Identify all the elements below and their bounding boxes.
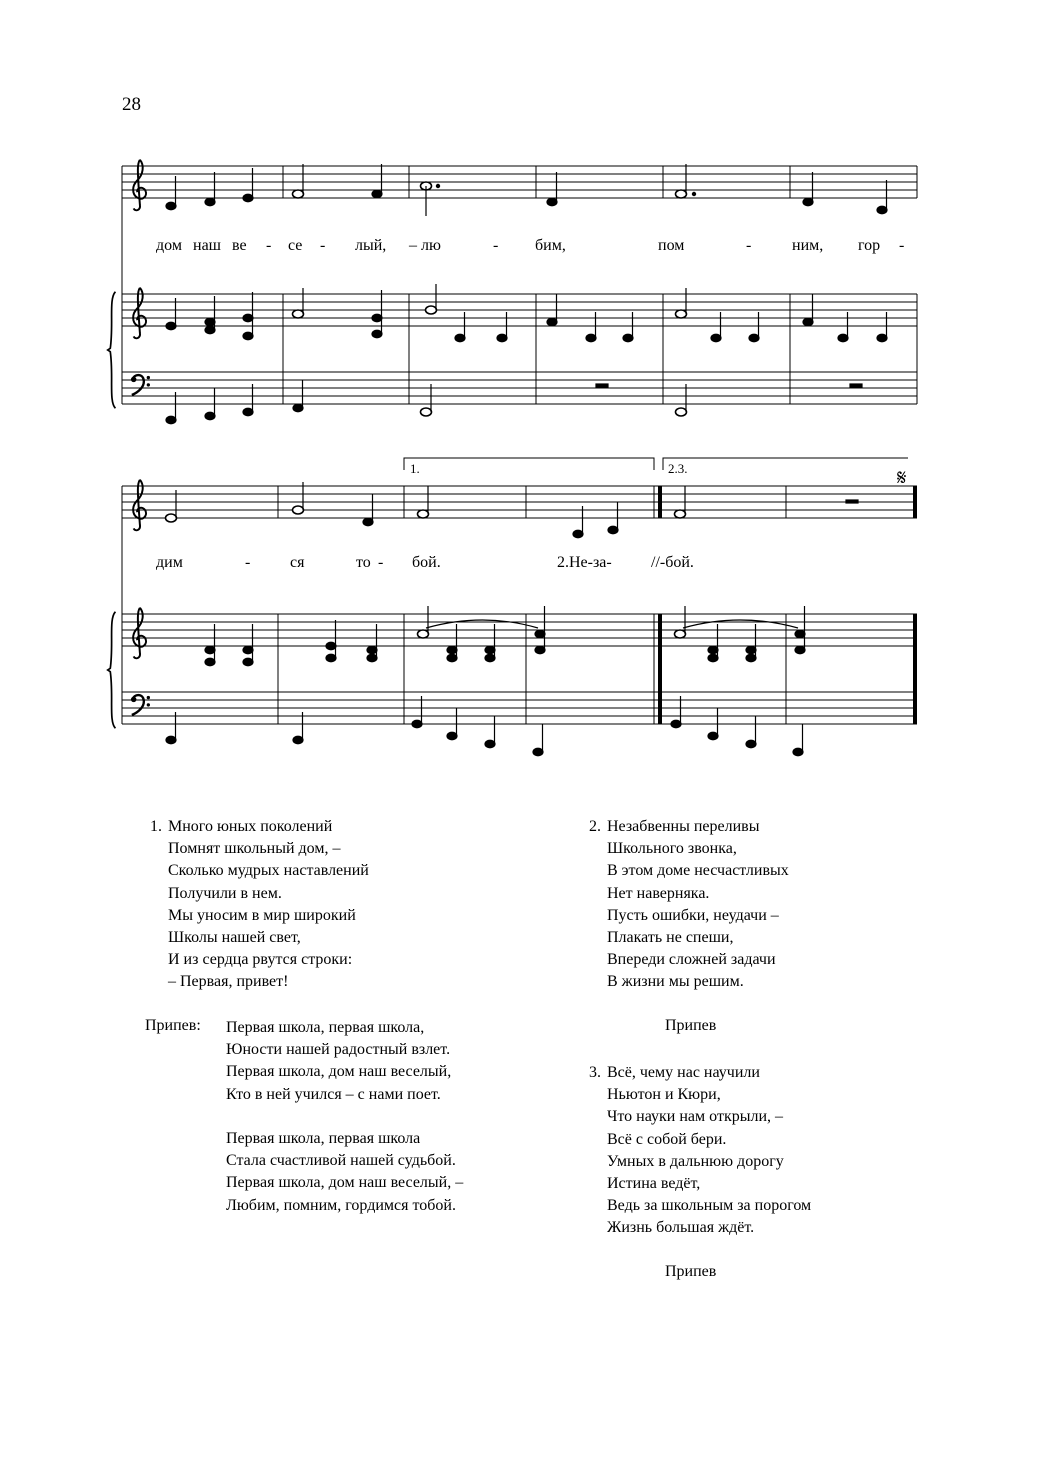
verse-2 [589,816,789,994]
piano-notes-2 [205,606,805,666]
lyric-syllable: - [378,554,384,571]
lyric-syllable: гор [858,237,881,254]
verse-line: Ведь за школьным за порогом [607,1197,812,1215]
verse-line: Получили в нем. [168,884,282,902]
verse-number: 1. [150,818,162,835]
verse-line: Плакать не спеши, [607,929,734,947]
verse-line: Всё, чему нас научили [607,1064,760,1081]
lyric-syllable: //-бой. [651,554,694,571]
verse-line: Истина ведёт, [607,1175,701,1193]
treble-clef-icon [133,288,146,338]
piano-treble-staff-1 [122,294,917,326]
verse-line: – Первая, привет! [168,973,289,991]
system-1 [108,160,917,424]
lyric-syllable: пом [658,237,685,254]
lyric-syllable: то [356,554,371,571]
verse-line: Жизнь большая ждёт. [607,1219,755,1237]
lyric-syllable: - [899,237,905,254]
piano-bass-staff-1 [122,372,917,404]
verse-line: Пусть ошибки, неудачи – [607,906,779,924]
verse-line: Сколько мудрых наставлений [168,862,369,880]
vocal-staff-1 [122,166,917,198]
verse-line: Умных в дальнюю дорогу [607,1152,784,1170]
verse-line: Школьного звонка, [607,840,737,858]
refrain-label: Припев: [145,1017,201,1034]
refrain-line: Стала счастливой нашей судьбой. [226,1152,456,1170]
volta-1-label: 1. [410,461,420,476]
lyric-syllable: бим, [535,237,566,254]
system-2 [108,458,917,756]
refrain-stanza-1 [226,1017,451,1106]
lyrics-system-1 [156,237,904,254]
lyrics-system-2 [156,554,694,571]
lyric-syllable: ся [290,554,305,571]
lyric-syllable: - [320,237,326,254]
bass-clef-icon [131,695,150,715]
volta-2-label: 2.3. [668,461,688,476]
refrain-stanza-2 [226,1128,463,1217]
verse-line: Много юных поколений [168,818,333,835]
verse-number: 3. [589,1064,601,1081]
refrain-reference: Припев [665,1263,717,1280]
lyric-syllable: се [288,237,303,254]
refrain-line: Юности нашей радостный взлет. [226,1041,451,1059]
verse-number: 2. [589,818,601,835]
lyric-syllable: бой. [412,554,441,571]
verse-1 [150,816,369,994]
lyric-syllable: - [746,237,752,254]
piano-bass-notes-2 [166,696,803,756]
lyric-syllable: - [245,554,251,571]
verse-line: Незабвенны переливы [607,818,760,835]
lyric-syllable: ним, [792,237,824,254]
brace-icon [108,292,116,409]
verse-line: Ньютон и Кюри, [607,1086,721,1104]
lyric-syllable: дим [156,554,183,571]
verse-line: Помнят школьный дом, – [168,840,341,858]
verse-line: Мы уносим в мир широкий [168,906,356,924]
refrain-line: Первая школа, первая школа, [226,1019,425,1036]
piano-bass-notes-1 [166,380,862,424]
treble-clef-icon [133,608,146,658]
verse-line: Что науки нам открыли, – [607,1108,784,1126]
segno-icon: 𝄋 [897,465,907,490]
brace-icon [108,612,116,729]
lyric-syllable: - [266,237,272,254]
verse-line: И из сердца рвутся строки: [168,951,353,969]
verse-line: Впереди сложней задачи [607,951,776,969]
refrain-line: Первая школа, дом наш веселый, – [226,1174,464,1192]
lyric-syllable: лый, [355,237,387,254]
refrain-line: Кто в ней учился – с нами поет. [226,1085,441,1103]
lyric-syllable: ве [232,237,247,254]
refrain-line: Любим, помним, гордимся тобой. [226,1196,456,1214]
page-number: 28 [122,94,141,115]
verse-line: Школы нашей свет, [168,929,301,947]
lyric-syllable: - [493,237,499,254]
refrain-line: Первая школа, дом наш веселый, [226,1063,452,1081]
lyric-syllable: – лю [409,237,441,254]
bass-clef-icon [131,375,150,395]
verse-line: Всё с собой бери. [607,1130,727,1148]
treble-clef-icon [133,480,146,530]
refrain-line: Первая школа, первая школа [226,1130,421,1147]
piano-notes-1 [166,284,887,342]
lyric-syllable: наш [193,237,221,254]
lyric-syllable: 2.Не-за- [557,554,612,571]
verse-line: Нет наверняка. [607,884,710,902]
verse-3 [589,1062,811,1240]
verse-line: В этом доме несчастливых [607,862,789,880]
refrain-reference: Припев [665,1017,717,1034]
lyric-syllable: дом [156,237,182,254]
verse-line: В жизни мы решим. [607,973,744,991]
treble-clef-icon [133,160,146,210]
